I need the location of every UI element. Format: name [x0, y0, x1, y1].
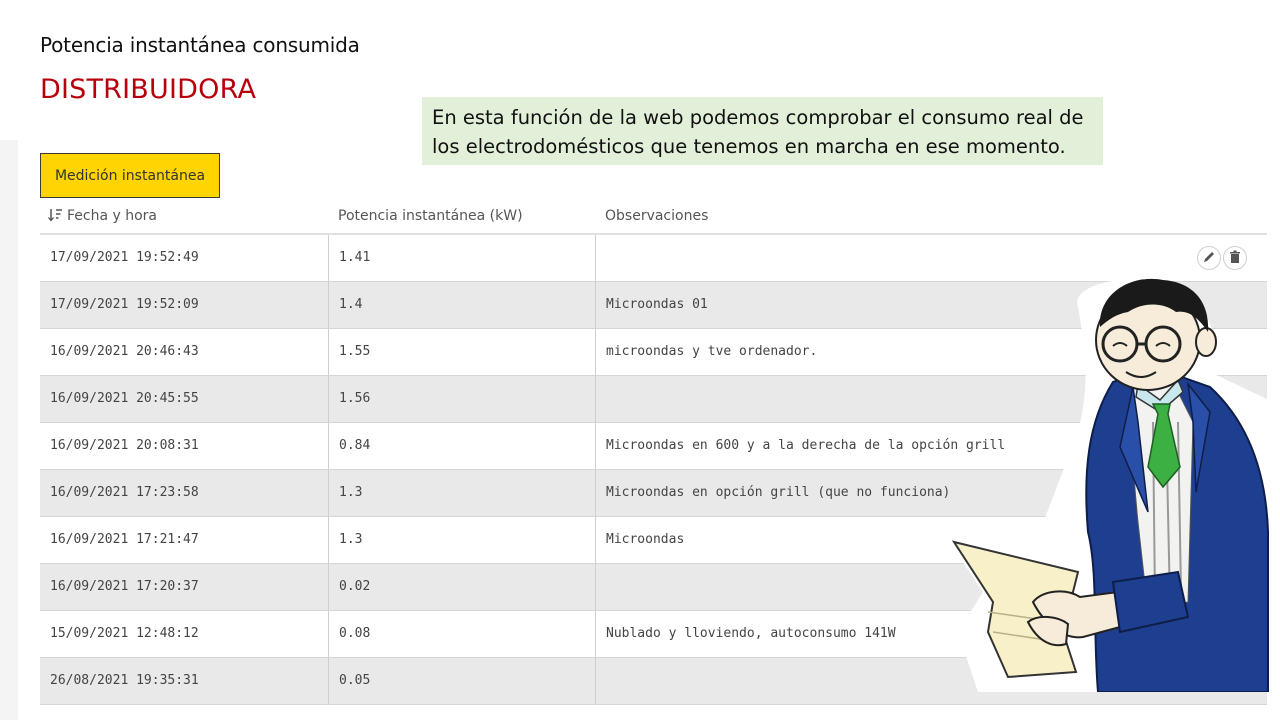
cell-power: 0.08 [328, 611, 595, 657]
cell-power: 1.56 [328, 376, 595, 422]
cell-observations: microondas y tve ordenador. [595, 329, 817, 375]
cell-power: 0.02 [328, 564, 595, 610]
slide-subtitle: DISTRIBUIDORA [40, 74, 257, 105]
cell-power: 0.05 [328, 658, 595, 704]
column-header-observations[interactable]: Observaciones [605, 208, 709, 224]
left-edge-strip [0, 140, 18, 720]
cell-date: 16/09/2021 20:46:43 [50, 344, 199, 359]
edit-button[interactable] [1197, 246, 1221, 270]
table-header [40, 200, 1267, 235]
column-header-date[interactable] [48, 208, 157, 224]
cell-power: 1.3 [328, 470, 595, 516]
slide-title: Potencia instantánea consumida [40, 33, 360, 57]
cell-observations: Microondas [595, 517, 684, 563]
sort-desc-icon[interactable] [48, 208, 64, 222]
cell-power: 1.3 [328, 517, 595, 563]
cell-date: 16/09/2021 17:21:47 [50, 532, 199, 547]
cell-power: 1.4 [328, 282, 595, 328]
cell-observations: Microondas 01 [595, 282, 708, 328]
cell-power: 1.55 [328, 329, 595, 375]
cell-observations [595, 564, 606, 610]
callout-line: los electrodomésticos que tenemos en marcha en ese momento. [432, 135, 1066, 158]
callout-box [422, 97, 1103, 165]
cell-date: 16/09/2021 17:23:58 [50, 485, 199, 500]
cell-date: 16/09/2021 20:45:55 [50, 391, 199, 406]
callout-line: En esta función de la web podemos comprobar el consumo real de [432, 106, 1084, 129]
tab-medicion-instantanea[interactable]: Medición instantánea [40, 153, 220, 198]
cell-observations [595, 235, 606, 281]
cell-date: 15/09/2021 12:48:12 [50, 626, 199, 641]
cell-observations: Microondas en opción grill (que no funciona) [595, 470, 950, 516]
column-header-date-label: Fecha y hora [67, 208, 158, 224]
cell-date: 17/09/2021 19:52:49 [50, 250, 199, 265]
pencil-icon [1202, 250, 1216, 264]
delete-button[interactable] [1223, 246, 1247, 270]
cell-date: 17/09/2021 19:52:09 [50, 297, 199, 312]
cell-date: 26/08/2021 19:35:31 [50, 673, 199, 688]
column-header-power[interactable]: Potencia instantánea (kW) [338, 208, 523, 224]
cell-observations [595, 376, 606, 422]
cell-observations: Nublado y lloviendo, autoconsumo 141W [595, 611, 896, 657]
cell-date: 16/09/2021 17:20:37 [50, 579, 199, 594]
cell-power: 1.41 [328, 235, 595, 281]
man-reading-document-illustration [948, 272, 1280, 692]
cell-power: 0.84 [328, 423, 595, 469]
cell-observations: Microondas en 600 y a la derecha de la opción grill [595, 423, 1005, 469]
row-actions [1195, 246, 1247, 270]
cell-observations [595, 658, 606, 704]
cell-date: 16/09/2021 20:08:31 [50, 438, 199, 453]
trash-icon [1228, 250, 1242, 264]
